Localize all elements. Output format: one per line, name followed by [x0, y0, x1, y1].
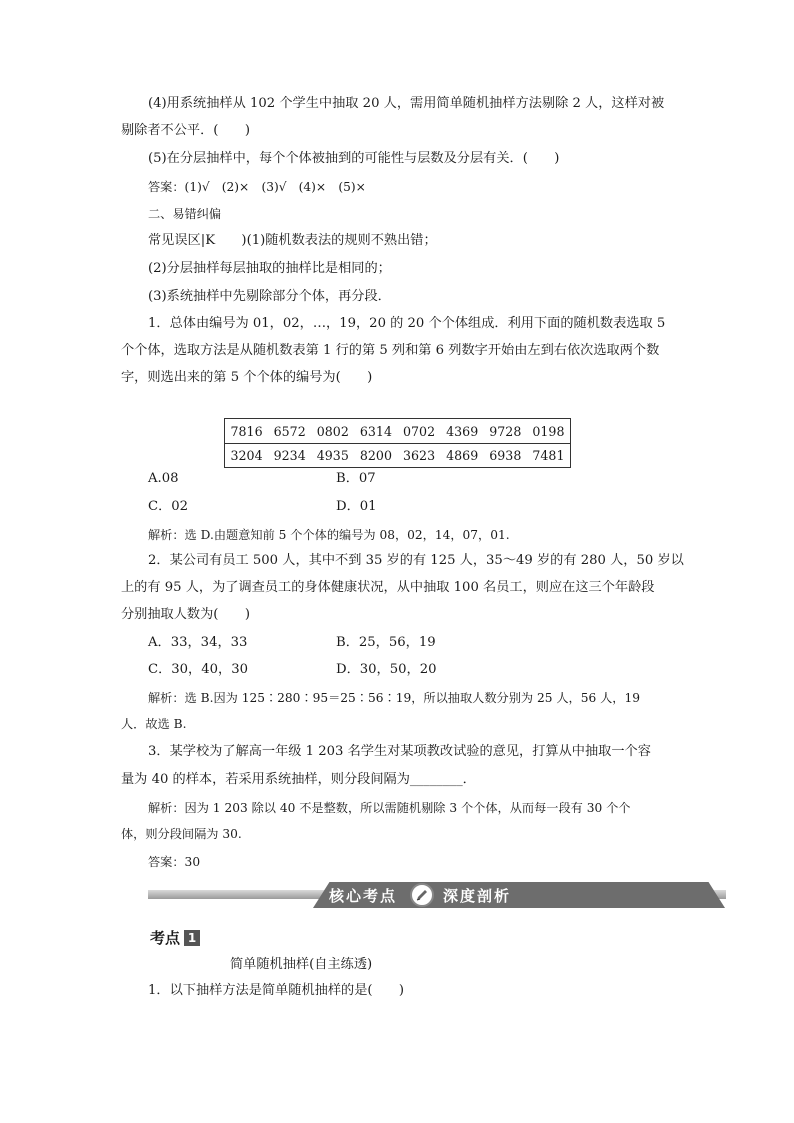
table-cell: 4369: [446, 423, 479, 439]
banner-right-text: 深度剖析: [443, 887, 512, 905]
table-cell: 8200: [359, 447, 392, 463]
p2-option-b: B．25，56，19: [336, 635, 436, 650]
p2-stem-1: 2．某公司有员工 500 人，其中不到 35 岁的有 125 人，35～49 岁的有 280 人，50 岁以: [148, 553, 684, 568]
next-question: 1．以下抽样方法是简单随机抽样的是( ): [148, 983, 405, 998]
table-cell: 9234: [273, 447, 306, 463]
banner-left-text: 核心考点: [329, 887, 398, 905]
p3-solution-2: 体，则分段间隔为 30.: [121, 827, 242, 841]
p2-solution-2: 人．故选 B.: [121, 717, 187, 731]
p2-option-d: D．30，50，20: [336, 662, 437, 677]
table-cell: 7816: [230, 423, 263, 439]
p1-solution: 解析：选 D.由题意知前 5 个个体的编号为 08，02，14，07，01.: [148, 528, 510, 542]
p1-stem-1: 1．总体由编号为 01，02，…，19，20 的 20 个个体组成．利用下面的随机数表选取 5: [148, 316, 666, 331]
table-cell: 6314: [359, 423, 392, 439]
table-cell: 0702: [403, 423, 436, 439]
random-number-table: [224, 418, 571, 468]
p1-option-d: D．01: [336, 499, 377, 514]
p2-option-a: A．33，34，33: [148, 635, 248, 650]
q4-line1: (4)用系统抽样从 102 个学生中抽取 20 人，需用简单随机抽样方法剔除 2 人，这样对被: [148, 96, 665, 111]
banner-center: [313, 880, 725, 910]
kaodian-label: [150, 927, 200, 948]
pen-icon: [410, 883, 434, 907]
kaodian-number: 1: [184, 930, 200, 946]
p1-option-b: B．07: [336, 471, 376, 486]
table-cell: 4935: [316, 447, 349, 463]
topic-title: 简单随机抽样(自主练透): [230, 957, 373, 972]
p3-solution-1: 解析：因为 1 203 除以 40 不是整数，所以需随机剔除 3 个个体，从而每一段有 30 个个: [148, 801, 631, 815]
q5-line: (5)在分层抽样中，每个个体被抽到的可能性与层数及分层有关．( ): [148, 151, 560, 166]
q4-line2: 剔除者不公平．( ): [121, 123, 250, 138]
table-cell: 9728: [489, 423, 522, 439]
kaodian-text: 考点: [150, 929, 181, 947]
p2-stem-3: 分别抽取人数为( ): [121, 607, 250, 622]
table-cell: 6938: [489, 447, 522, 463]
section-title: 二、易错纠偏: [148, 207, 222, 221]
p3-answer: 答案：30: [148, 855, 201, 869]
table-cell: 0198: [532, 423, 565, 439]
p3-stem-2: 量为 40 的样本，若采用系统抽样，则分段间隔为________．: [121, 772, 476, 787]
table-cell: 3204: [230, 447, 263, 463]
p1-option-c: C．02: [148, 499, 189, 514]
mistake-1: 常见误区|K )(1)随机数表法的规则不熟出错；: [148, 233, 437, 248]
p2-solution-1: 解析：选 B.因为 125∶280∶95＝25∶56∶19，所以抽取人数分别为 25 人，56 人，19: [148, 691, 640, 705]
table-cell: 7481: [532, 447, 565, 463]
p2-option-c: C．30，40，30: [148, 662, 248, 677]
table-cell: 6572: [273, 423, 306, 439]
table-row: [225, 419, 570, 444]
section-banner: [148, 880, 726, 910]
table-cell: 0802: [316, 423, 349, 439]
table-cell: 4869: [446, 447, 479, 463]
p3-stem-1: 3．某学校为了解高一年级 1 203 名学生对某项教改试验的意见，打算从中抽取一个容: [148, 744, 651, 759]
p1-stem-2: 个个体，选取方法是从随机数表第 1 行的第 5 列和第 6 列数字开始由左到右依次选取两个数: [121, 343, 660, 358]
answer-line: 答案：(1)√ (2)× (3)√ (4)× (5)×: [148, 180, 366, 194]
mistake-2: (2)分层抽样每层抽取的抽样比是相同的；: [148, 261, 391, 276]
table-cell: 3623: [403, 447, 436, 463]
p1-option-a: A.08: [148, 471, 179, 486]
mistake-3: (3)系统抽样中先剔除部分个体，再分段．: [148, 289, 391, 304]
p1-stem-3: 字，则选出来的第 5 个个体的编号为( ): [121, 370, 373, 385]
table-row: [225, 443, 570, 467]
p2-stem-2: 上的有 95 人，为了调查员工的身体健康状况，从中抽取 100 名员工，则应在这三个年龄段: [121, 580, 655, 595]
